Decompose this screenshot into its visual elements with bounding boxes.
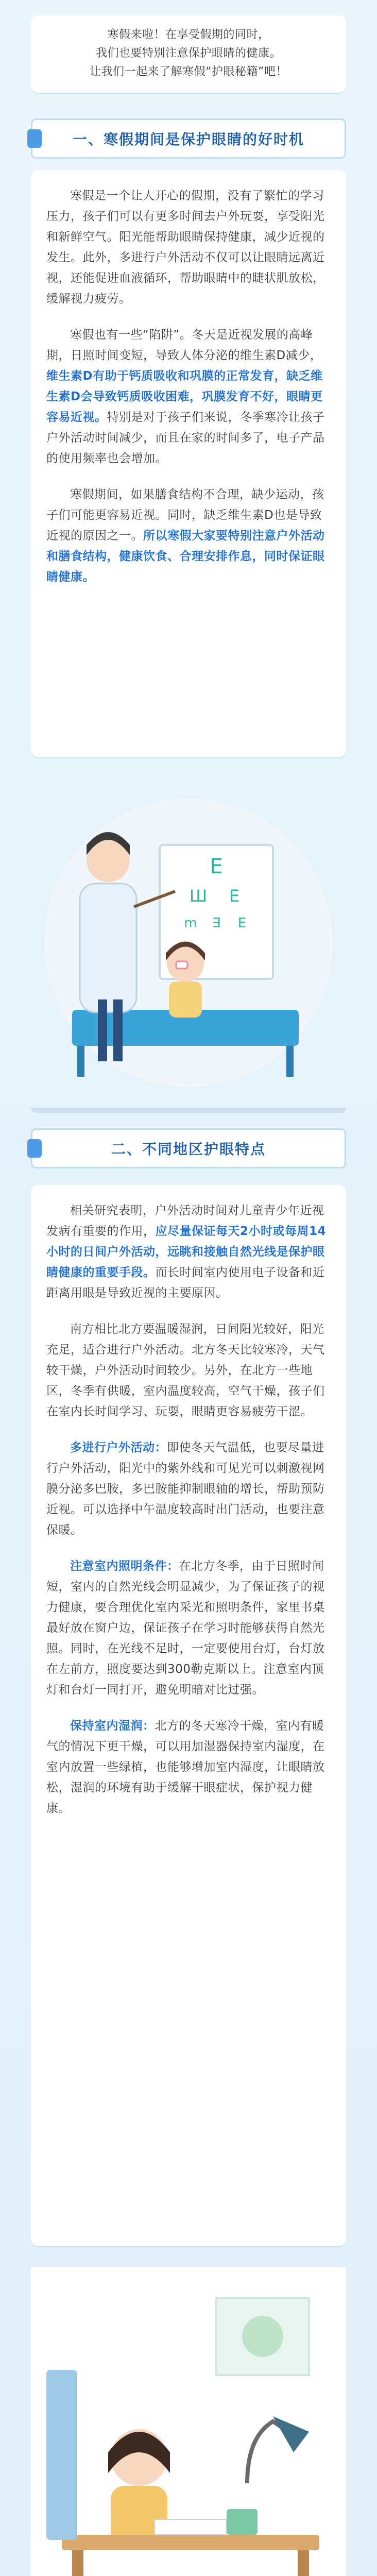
eye-chart-row-2b: E [229, 886, 240, 906]
eye-chart-row-2a: Ш [189, 886, 208, 906]
section-1-p3-highlight: 所以寒假大家要特别注意户外活动和膳食结构，健康饮食、合理安排作息，同时保证眼睛健康。 [46, 529, 325, 584]
eye-chart-row-3b: ∃ [212, 916, 221, 931]
title-decoration-icon [27, 129, 42, 148]
section-1-paragraph-2 [46, 325, 331, 469]
section-2-title-text: 二、不同地区护眼特点 [111, 1141, 266, 1158]
eye-exam-illustration [31, 773, 346, 1103]
section-1-divider [31, 1108, 346, 1113]
section-2-p1-part-c: 而长时间室内使用电子设备和近距离用眼是导致近视的主要原因。 [46, 1266, 325, 1300]
eye-exam-drawing [31, 773, 346, 1103]
eye-chart-row-3c: E [237, 916, 247, 931]
intro-line-3: 让我们一起来了解寒假“护眼秘籍”吧！ [90, 65, 287, 78]
section-2-body [31, 1185, 346, 2246]
section-1-p2-part-c: 特别是对于孩子们来说，冬季寒冷让孩子户外活动时间减少，而且在家的时间多了，电子产品的使用频率也会增加。 [46, 411, 325, 465]
section-2-paragraph-1 [46, 1200, 331, 1303]
section-2-p4-lead: 注意室内照明条件： [70, 1560, 179, 1573]
section-1-p3-part-a: 寒假期间，如果膳食结构不合理，缺少运动，孩子们可能更容易近视。同时，缺乏维生素D也是导致近视的原因之一。 [46, 488, 324, 543]
intro-line-1: 寒假来啦！在享受假期的同时， [107, 28, 270, 41]
intro-line-2: 我们也要特别注意保护眼睛的健康。 [95, 47, 281, 60]
title-decoration-icon [27, 1139, 42, 1158]
section-1-p2-highlight: 维生素D有助于钙质吸收和巩膜的正常发育，缺乏维生素D会导致钙质吸收困难，巩膜发育不好，眼睛更容易近视。 [46, 369, 323, 424]
section-2-paragraph-3 [46, 1437, 331, 1540]
section-1-title-text: 一、寒假期间是保护眼睛的好时机 [72, 131, 304, 148]
study-desk-drawing [31, 2267, 346, 2576]
section-1-paragraph-1: 寒假是一个让人开心的假期，没有了繁忙的学习压力，孩子们可以有更多时间去户外玩耍，享受阳光和新鲜空气。阳光能帮助眼睛保持健康，减少近视的发生。此外，多进行户外活动不仅可以让眼睛远离近视，还能促进血液循环，帮助眼睛中的睫状肌放松，缓解视力疲劳。 [46, 189, 325, 306]
section-1-paragraph-3 [46, 484, 331, 587]
section-2-p5-text: 北方的冬天寒冷干燥，室内有暖气的情况下更干燥，可以用加湿器保持室内湿度，在室内放置一些绿植，也能够增加室内湿度，让眼睛放松，湿润的环境有助于缓解干眼症状，保护视力健康。 [46, 1719, 325, 1815]
section-1-p2-part-a: 寒假也有一些“陷阱”。冬天是近视发展的高峰期，日照时间变短，导致人体分泌的维生素D减少， [46, 328, 322, 362]
intro-card [31, 15, 346, 93]
section-2-paragraph-2: 南方相比北方要温暖湿润，日间阳光较好，阳光充足，适合进行户外活动。北方冬天比较寒冷，天气较干燥，户外活动时间较少。另外，在北方一些地区，冬季有供暖，室内温度较高，空气干燥，孩子们在室内长时间学习、玩耍，眼睛更容易疲劳干涩。 [46, 1323, 325, 1418]
section-2-title [31, 1128, 346, 1168]
section-2-p1-part-a: 相关研究表明，户外活动时间对儿童青少年近视发病有重要的作用， [46, 1204, 324, 1238]
section-2-p3-lead: 多进行户外活动： [70, 1441, 167, 1454]
section-2-p5-lead: 保持室内湿润： [70, 1719, 155, 1733]
section-2-p4-text: 在北方冬季，由于日照时间短，室内的自然光线会明显减少，为了保证孩子的视力健康，要合理优化室内采光和照明条件，家里书桌最好放在窗户边，保证孩子在学习时能够获得自然光照。同时，在光线不足时，一定要使用台灯，台灯放在左前方，照度要达到300勒克斯以上。注意室内顶灯和台灯一同打开，避免明暗对比过强。 [46, 1560, 325, 1697]
section-1-title [31, 118, 346, 159]
eye-chart-row-3a: m [184, 916, 197, 931]
section-2-p1-highlight: 应尽量保证每天2小时或每周14小时的日间户外活动，远眺和接触自然光线是保护眼睛健康的重要手段。 [46, 1225, 327, 1279]
section-2-p3-text: 即使冬天气温低，也要尽量进行户外活动，阳光中的紫外线和可见光可以刺激视网膜分泌多巴胺，多巴胺能抑制眼轴的增长，帮助预防近视。可以选择中午温度较高时出门活动，也要注意保暖。 [46, 1441, 325, 1537]
study-desk-illustration [31, 2267, 346, 2576]
section-2-paragraph-5 [46, 1716, 331, 1819]
section-1-body [31, 170, 346, 757]
eye-chart-row-1: E [210, 855, 223, 878]
section-2-paragraph-4 [46, 1556, 331, 1700]
